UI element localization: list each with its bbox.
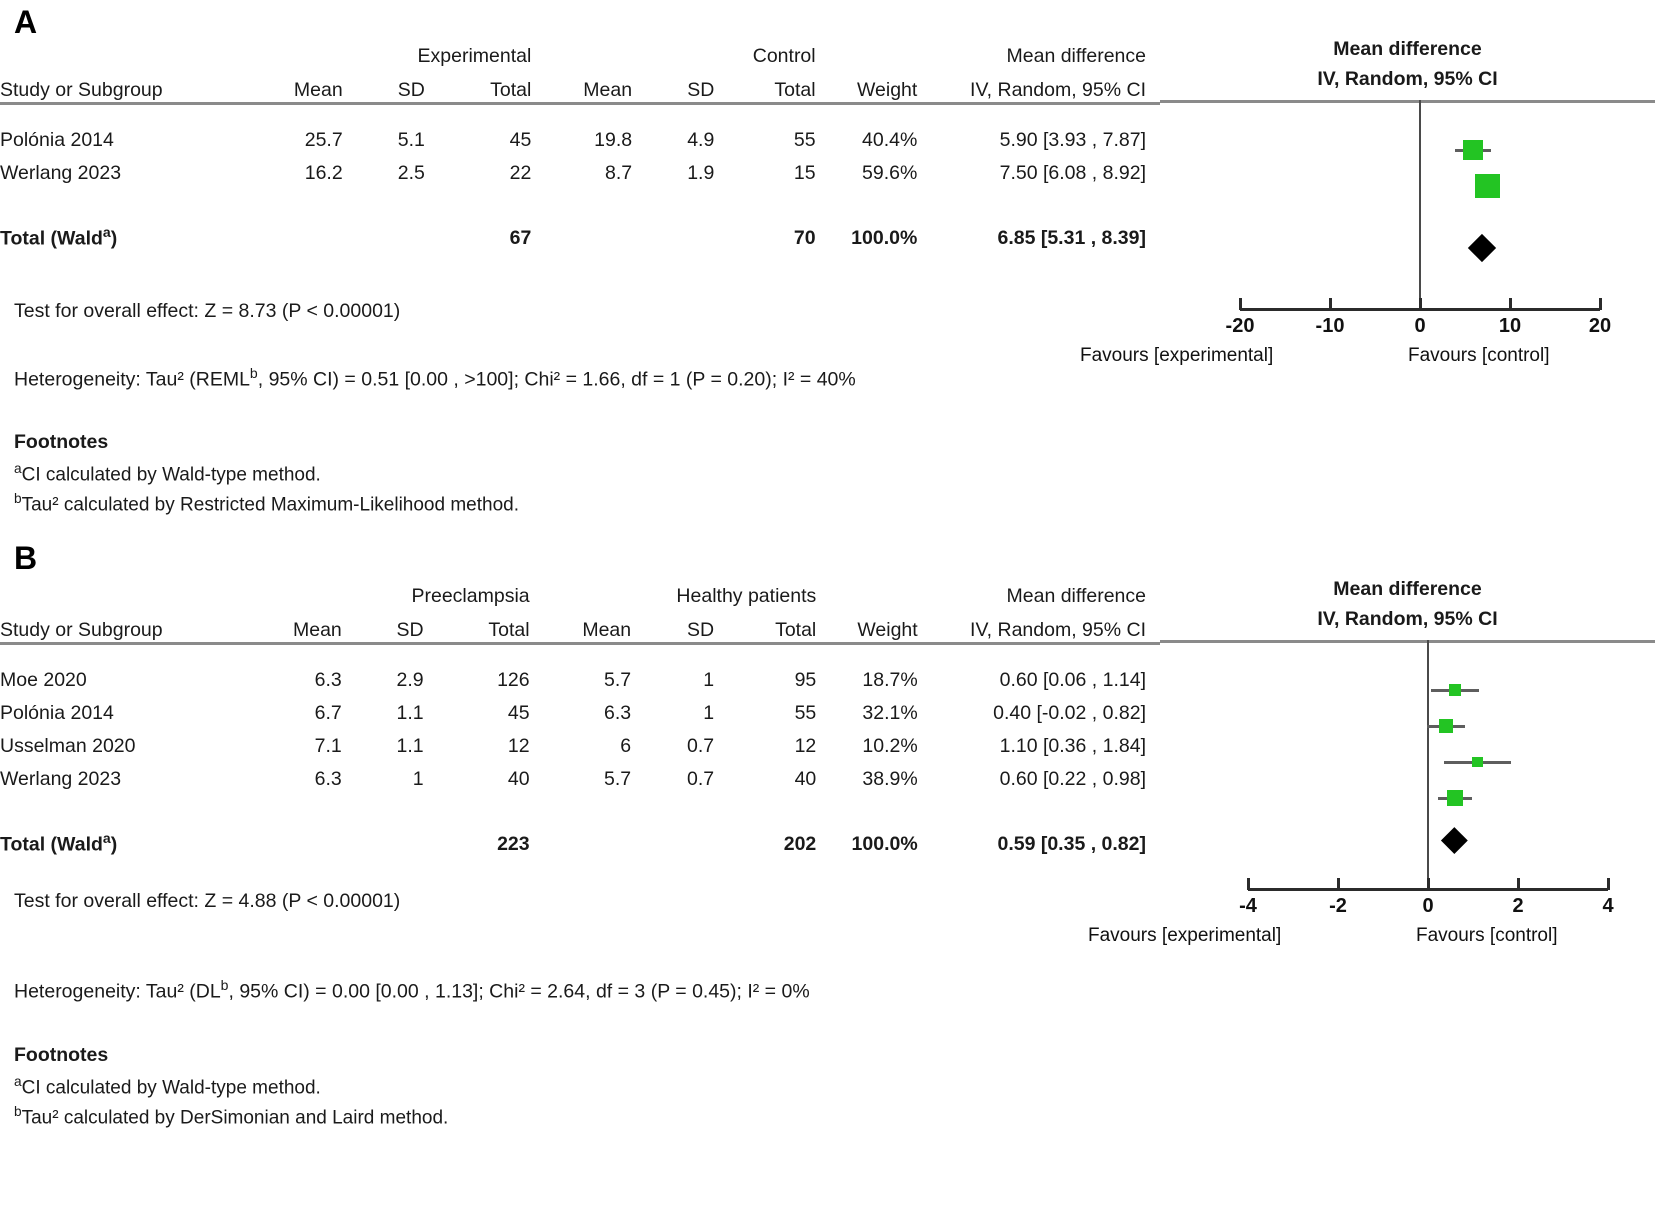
x-axis-tick	[1337, 878, 1340, 890]
row-mean1: 6.3	[314, 669, 342, 691]
null-effect-line	[1419, 100, 1421, 308]
col-weight: Weight	[857, 619, 918, 641]
test-for-overall-effect: Test for overall effect: Z = 4.88 (P < 0.00001)	[14, 890, 401, 912]
panel-b-table	[0, 578, 1160, 856]
row-total1: 126	[497, 669, 530, 691]
row-total2: 12	[794, 735, 817, 757]
footnote-b: $^b$Tau² calculated by DerSimonian and Laird method.	[14, 1104, 449, 1129]
row-ci: 1.10 [0.36 , 1.84]	[999, 735, 1146, 757]
col-study: Study or Subgroup	[0, 79, 163, 101]
total-row	[0, 823, 1160, 856]
row-weight: 32.1%	[862, 702, 918, 724]
x-axis-tick-label: 20	[1588, 315, 1612, 337]
favours-left-label: Favours [experimental]	[1088, 925, 1282, 946]
effect-estimate-marker	[1475, 174, 1499, 198]
panel-a-letter: A	[14, 4, 38, 40]
x-axis-tick	[1239, 298, 1242, 310]
effect-estimate-marker	[1472, 757, 1483, 768]
col-total1: Total	[488, 619, 530, 641]
total-weight: 100.0%	[851, 833, 918, 855]
col-sd2: SD	[687, 79, 715, 101]
col-sd1: SD	[397, 79, 425, 101]
row-total2: 55	[794, 702, 817, 724]
row-sd2: 1	[703, 702, 715, 724]
group-header-row	[0, 578, 1160, 608]
col-mean1: Mean	[292, 619, 342, 641]
row-sd2: 1.9	[687, 162, 715, 184]
summary-diamond	[1441, 827, 1467, 853]
table-row	[0, 659, 1160, 692]
footnote-a: $^a$CI calculated by Wald-type method.	[14, 1074, 321, 1099]
row-ci: 0.60 [0.22 , 0.98]	[999, 768, 1146, 790]
row-total1: 40	[507, 768, 530, 790]
x-axis-tick-label: 2	[1512, 895, 1524, 917]
row-total1: 45	[507, 702, 530, 724]
row-weight: 18.7%	[862, 669, 918, 691]
footnote-a: $^a$CI calculated by Wald-type method.	[14, 461, 321, 486]
row-sd1: 5.1	[397, 129, 425, 151]
x-axis-tick-label: 10	[1498, 315, 1522, 337]
col-mean2: Mean	[582, 619, 632, 641]
plot-subheader: IV, Random, 95% CI	[1317, 68, 1498, 90]
table-row	[0, 119, 1160, 152]
x-axis-tick	[1599, 298, 1602, 310]
group1-label: Preeclampsia	[411, 585, 530, 607]
col-total1: Total	[490, 79, 532, 101]
x-axis-tick	[1427, 878, 1430, 890]
row-sd2: 0.7	[686, 735, 715, 757]
x-axis-tick	[1607, 878, 1610, 890]
favours-right-label: Favours [control]	[1416, 925, 1558, 946]
total-ci: 0.59 [0.35 , 0.82]	[997, 833, 1146, 855]
row-sd2: 4.9	[687, 129, 715, 151]
row-mean2: 8.7	[604, 162, 633, 184]
total-label: Total (Wald$^a$)	[0, 829, 118, 855]
effect-header: Mean difference	[1006, 45, 1146, 67]
x-axis-tick	[1329, 298, 1332, 310]
total-total2: 70	[793, 227, 816, 249]
col-sd2: SD	[687, 619, 715, 641]
row-total2: 55	[793, 129, 816, 151]
row-mean2: 6	[620, 735, 632, 757]
row-total2: 40	[794, 768, 817, 790]
null-effect-line	[1427, 640, 1429, 888]
group2-label: Healthy patients	[676, 585, 817, 607]
row-total1: 45	[509, 129, 532, 151]
forest-canvas-b	[1088, 640, 1655, 946]
row-sd1: 1.1	[396, 735, 424, 757]
row-total1: 22	[509, 162, 532, 184]
test-for-overall-effect: Test for overall effect: Z = 8.73 (P < 0.00001)	[14, 300, 401, 322]
effect-estimate-marker	[1439, 719, 1453, 733]
total-label: Total (Wald$^a$)	[0, 223, 118, 249]
total-total1: 223	[497, 833, 530, 855]
column-header-row	[0, 68, 1160, 102]
col-total2: Total	[774, 79, 816, 101]
row-study: Polónia 2014	[0, 129, 114, 151]
plot-header: Mean difference	[1333, 578, 1482, 600]
row-mean1: 6.3	[314, 768, 342, 790]
plot-subheader: IV, Random, 95% CI	[1317, 608, 1498, 630]
table-row	[0, 692, 1160, 725]
row-sd1: 1	[412, 768, 424, 790]
row-mean2: 5.7	[604, 669, 632, 691]
heterogeneity-line: Heterogeneity: Tau² ($DL^b$, 95% CI) = 0.00 [0.00 , 1.13]; Chi² = 2.64, df = 3 (P = 0.45); I² = 0%	[14, 977, 810, 1003]
group2-label: Control	[752, 45, 816, 67]
row-weight: 40.4%	[862, 129, 918, 151]
row-mean1: 16.2	[304, 162, 343, 184]
row-total2: 95	[794, 669, 817, 691]
row-ci: 7.50 [6.08 , 8.92]	[999, 162, 1146, 184]
row-sd1: 2.9	[396, 669, 424, 691]
heterogeneity-line: Heterogeneity: Tau² (REML$^b$, 95% CI) = 0.51 [0.00 , >100]; Chi² = 1.66, df = 1 (P = 0.20); I² = 40%	[14, 365, 856, 391]
col-study: Study or Subgroup	[0, 619, 163, 641]
row-mean1: 25.7	[304, 129, 343, 151]
group1-label: Experimental	[417, 45, 532, 67]
x-axis-tick-label: 4	[1602, 895, 1614, 917]
row-weight: 38.9%	[862, 768, 918, 790]
x-axis-tick-label: -20	[1225, 315, 1255, 337]
col-sd1: SD	[396, 619, 424, 641]
row-ci: 0.40 [-0.02 , 0.82]	[993, 702, 1146, 724]
effect-estimate-marker	[1463, 140, 1483, 160]
row-study: Werlang 2023	[0, 768, 122, 790]
col-ci: IV, Random, 95% CI	[970, 79, 1146, 101]
table-row	[0, 758, 1160, 791]
favours-left-label: Favours [experimental]	[1080, 345, 1274, 366]
row-study: Werlang 2023	[0, 162, 122, 184]
table-row	[0, 725, 1160, 758]
effect-header: Mean difference	[1006, 585, 1146, 607]
x-axis-tick	[1509, 298, 1512, 310]
group-header-row	[0, 38, 1160, 68]
panel-b	[0, 540, 1655, 1208]
row-study: Polónia 2014	[0, 702, 114, 724]
x-axis-tick-label: -10	[1315, 315, 1345, 337]
panel-a	[0, 0, 1655, 540]
x-axis-tick-label: -2	[1329, 895, 1347, 917]
row-weight: 59.6%	[862, 162, 918, 184]
footnote-b: $^b$Tau² calculated by Restricted Maximum-Likelihood method.	[14, 491, 519, 516]
row-mean2: 5.7	[604, 768, 632, 790]
row-mean2: 19.8	[594, 129, 633, 151]
plot-top-rule	[1160, 640, 1655, 643]
favours-right-label: Favours [control]	[1408, 345, 1550, 366]
panel-b-letter: B	[14, 540, 38, 576]
row-ci: 0.60 [0.06 , 1.14]	[999, 669, 1146, 691]
row-study: Moe 2020	[0, 669, 87, 691]
footnotes-title: Footnotes	[14, 1044, 109, 1066]
total-total2: 202	[783, 833, 817, 855]
effect-estimate-marker	[1447, 790, 1463, 806]
total-ci: 6.85 [5.31 , 8.39]	[997, 227, 1146, 249]
panel-a-table	[0, 38, 1160, 250]
row-total2: 15	[793, 162, 816, 184]
x-axis-tick	[1419, 298, 1422, 310]
plot-header: Mean difference	[1333, 38, 1482, 60]
row-sd2: 1	[703, 669, 715, 691]
row-sd1: 1.1	[396, 702, 424, 724]
forest-canvas-a	[1080, 100, 1655, 366]
row-mean2: 6.3	[604, 702, 632, 724]
row-total1: 12	[507, 735, 530, 757]
x-axis-tick-label: -4	[1239, 895, 1257, 917]
total-weight: 100.0%	[851, 227, 918, 249]
row-ci: 5.90 [3.93 , 7.87]	[999, 129, 1146, 151]
row-sd1: 2.5	[397, 162, 425, 184]
x-axis-tick-label: 0	[1414, 315, 1426, 337]
column-header-row	[0, 608, 1160, 642]
col-mean1: Mean	[293, 79, 343, 101]
col-ci: IV, Random, 95% CI	[970, 619, 1146, 641]
total-total1: 67	[509, 227, 532, 249]
x-axis-tick	[1247, 878, 1250, 890]
row-weight: 10.2%	[862, 735, 918, 757]
x-axis-tick	[1517, 878, 1520, 890]
x-axis-tick-label: 0	[1422, 895, 1434, 917]
effect-estimate-marker	[1449, 684, 1461, 696]
plot-top-rule	[1160, 100, 1655, 103]
row-study: Usselman 2020	[0, 735, 136, 757]
row-mean1: 6.7	[314, 702, 342, 724]
row-sd2: 0.7	[686, 768, 715, 790]
col-weight: Weight	[856, 79, 918, 101]
footnotes-title: Footnotes	[14, 431, 109, 453]
summary-diamond	[1468, 234, 1496, 262]
col-total2: Total	[775, 619, 817, 641]
total-row	[0, 217, 1160, 250]
col-mean2: Mean	[583, 79, 633, 101]
table-row	[0, 152, 1160, 185]
row-mean1: 7.1	[314, 735, 342, 757]
